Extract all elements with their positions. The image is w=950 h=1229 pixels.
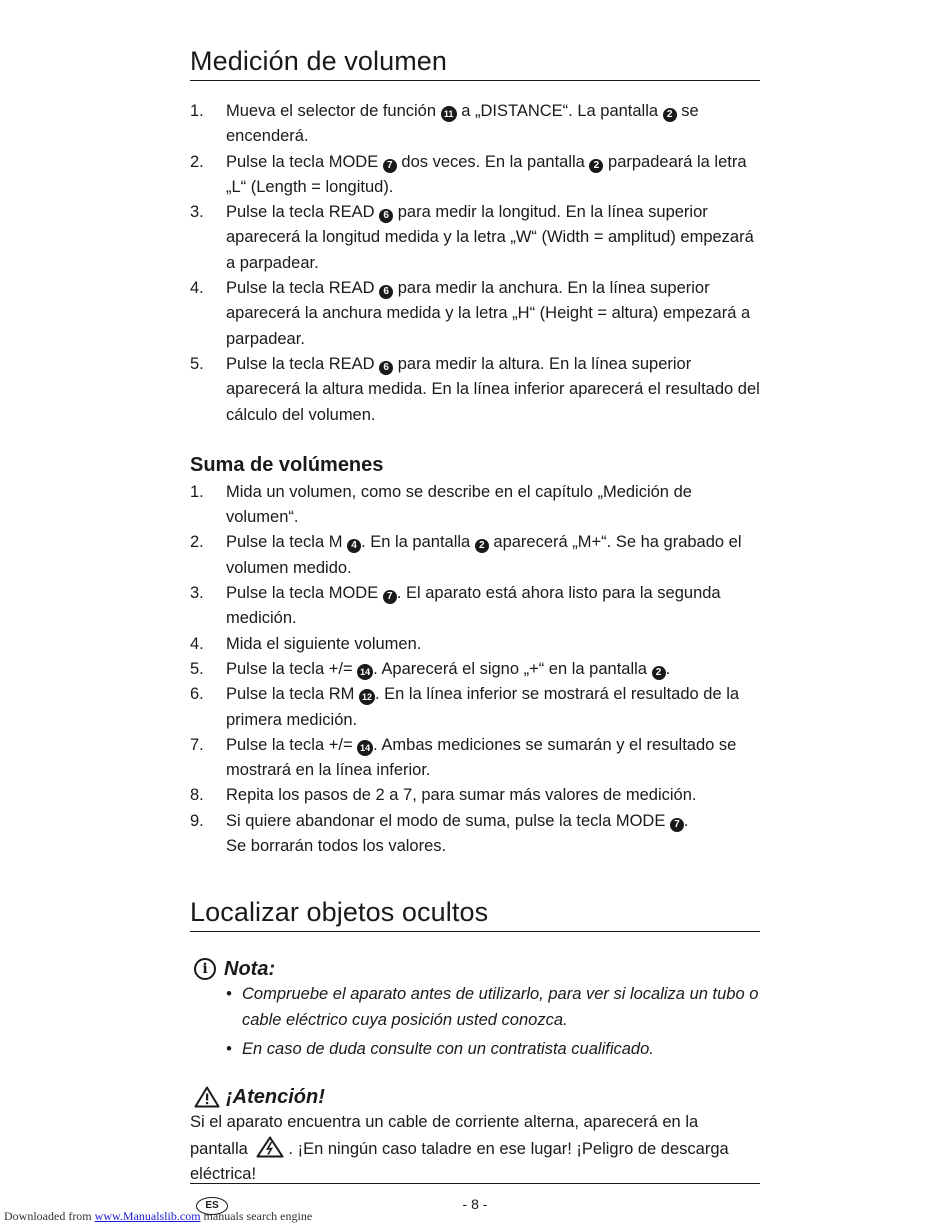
list-item-text: Pulse la tecla READ 6 para medir la altura. En la línea superior aparecerá la altura medida. En la línea inferior aparecerá el resultado del cálculo del volumen. [226,354,760,424]
download-suffix: manuals search engine [203,1209,313,1223]
list-item [190,657,760,682]
list-item-text: Pulse la tecla +/= 14 . Aparecerá el signo „+“ en la pantalla 2 . [226,659,671,678]
warning-text-part: . ¡En ningún caso taladre en ese lugar! ¡Peligro de descarga eléctrica! [190,1139,729,1183]
list-item-text: Pulse la tecla +/= 14 . Ambas mediciones se sumarán y el resultado se mostrará en la línea inferior. [226,735,737,780]
list-item-text: Pulse la tecla READ 6 para medir la longitud. En la línea superior aparecerá la longitud medida y la letra „W“ (Width = amplitud) empezará a parpadear. [226,203,754,272]
list-item-number: 3. [190,203,204,222]
note-block [190,956,760,1062]
component-number-badge: 2 [589,159,603,173]
language-badge: ES [196,1197,228,1215]
manualslib-link[interactable]: www.Manualslib.com [94,1209,201,1223]
component-number-badge: 2 [475,539,489,553]
list-item [190,200,760,276]
list-item-text: Mueva el selector de función 11 a „DISTANCE“. La pantalla 2 se encenderá. [226,102,699,146]
component-number-badge: 14 [357,664,373,680]
list-item-number: 1. [190,482,204,501]
section-title-volume: Medición de volumen [190,38,760,81]
component-number-badge: 12 [359,689,375,705]
component-number-badge: 6 [379,285,393,299]
voltage-warning-icon [256,1136,284,1158]
list-item-number: 2. [190,152,204,171]
list-item-number: 1. [190,102,204,120]
list-item [190,682,760,733]
warning-text [190,1110,760,1187]
component-number-badge: 2 [663,108,677,122]
list-item [190,99,760,150]
download-prefix: Downloaded from [4,1209,92,1223]
list-item-number: 5. [190,659,204,678]
note-bullet: • En caso de duda consulte con un contratista cualificado. [226,1037,760,1062]
list-item-number: 5. [190,354,204,373]
section-title-hidden-objects: Localizar objetos ocultos [190,889,760,932]
list-item [190,632,760,657]
component-number-badge: 7 [383,159,397,173]
list-item [190,530,760,581]
download-note [4,1209,312,1224]
component-number-badge: 6 [379,209,393,223]
sum-steps-list [190,480,760,859]
note-bullet-text: En caso de duda consulte con un contratista cualificado. [242,1039,654,1058]
list-item [190,733,760,784]
list-item-text: Si quiere abandonar el modo de suma, pulse la tecla MODE 7 . Se borrarán todos los valores. [226,811,689,856]
list-item-text: Pulse la tecla MODE 7 dos veces. En la pantalla 2 parpadeará la letra „L“ (Length = longitud). [226,152,747,196]
list-item-text: Mida el siguiente volumen. [226,634,422,653]
volume-steps-list [190,99,760,428]
list-item [190,352,760,428]
list-item-text: Pulse la tecla M 4 . En la pantalla 2 aparecerá „M+“. Se ha grabado el volumen medido. [226,533,742,577]
list-item-number: 8. [190,786,204,805]
list-item-text: Mida un volumen, como se describe en el capítulo „Medición de volumen“. [226,482,692,527]
list-item [190,276,760,352]
footer-divider [190,1183,760,1184]
list-item [190,150,760,201]
list-item-number: 4. [190,634,204,653]
list-item-number: 3. [190,584,204,603]
note-bullet-text: Compruebe el aparato antes de utilizarlo, para ver si localiza un tubo o cable eléctrico cuya posición usted conozca. [242,985,759,1029]
list-item-number: 6. [190,685,204,704]
list-item-text: Pulse la tecla RM 12 . En la línea inferior se mostrará el resultado de la primera medición. [226,685,740,729]
warning-text-part: Si el aparato encuentra un cable de corriente alterna, aparecerá en la pantalla [190,1113,699,1158]
component-number-badge: 6 [379,361,393,375]
note-bullet: • Compruebe el aparato antes de utilizarlo, para ver si localiza un tubo o cable eléctrico cuya posición usted conozca. [226,982,760,1033]
warning-title: ¡Atención! [226,1086,325,1109]
component-number-badge: 14 [357,740,373,756]
list-item [190,480,760,531]
list-item-text: Pulse la tecla MODE 7 . El aparato está ahora listo para la segunda medición. [226,584,721,628]
list-item-text: Repita los pasos de 2 a 7, para sumar más valores de medición. [226,786,697,805]
page-content [190,38,760,1187]
info-icon: i [194,958,216,980]
list-item [190,783,760,808]
note-title: Nota: [224,958,276,981]
list-item [190,581,760,632]
component-number-badge: 4 [347,539,361,553]
list-item-text: Pulse la tecla READ 6 para medir la anchura. En la línea superior aparecerá la anchura medida y la letra „H“ (Height = altura) empezará a parpadear. [226,279,751,348]
list-item-number: 7. [190,735,204,754]
list-item-number: 2. [190,533,204,552]
section-subtitle-sum: Suma de volúmenes [190,453,384,476]
list-item [190,809,760,860]
component-number-badge: 2 [652,666,666,680]
component-number-badge: 7 [383,590,397,604]
component-number-badge: 7 [670,818,684,832]
page-number: - 8 - [462,1196,488,1212]
warning-triangle-icon [194,1086,220,1108]
list-item-number: 9. [190,811,204,830]
list-item-number: 4. [190,279,204,298]
component-number-badge: 11 [441,106,457,122]
warning-block [190,1084,760,1187]
